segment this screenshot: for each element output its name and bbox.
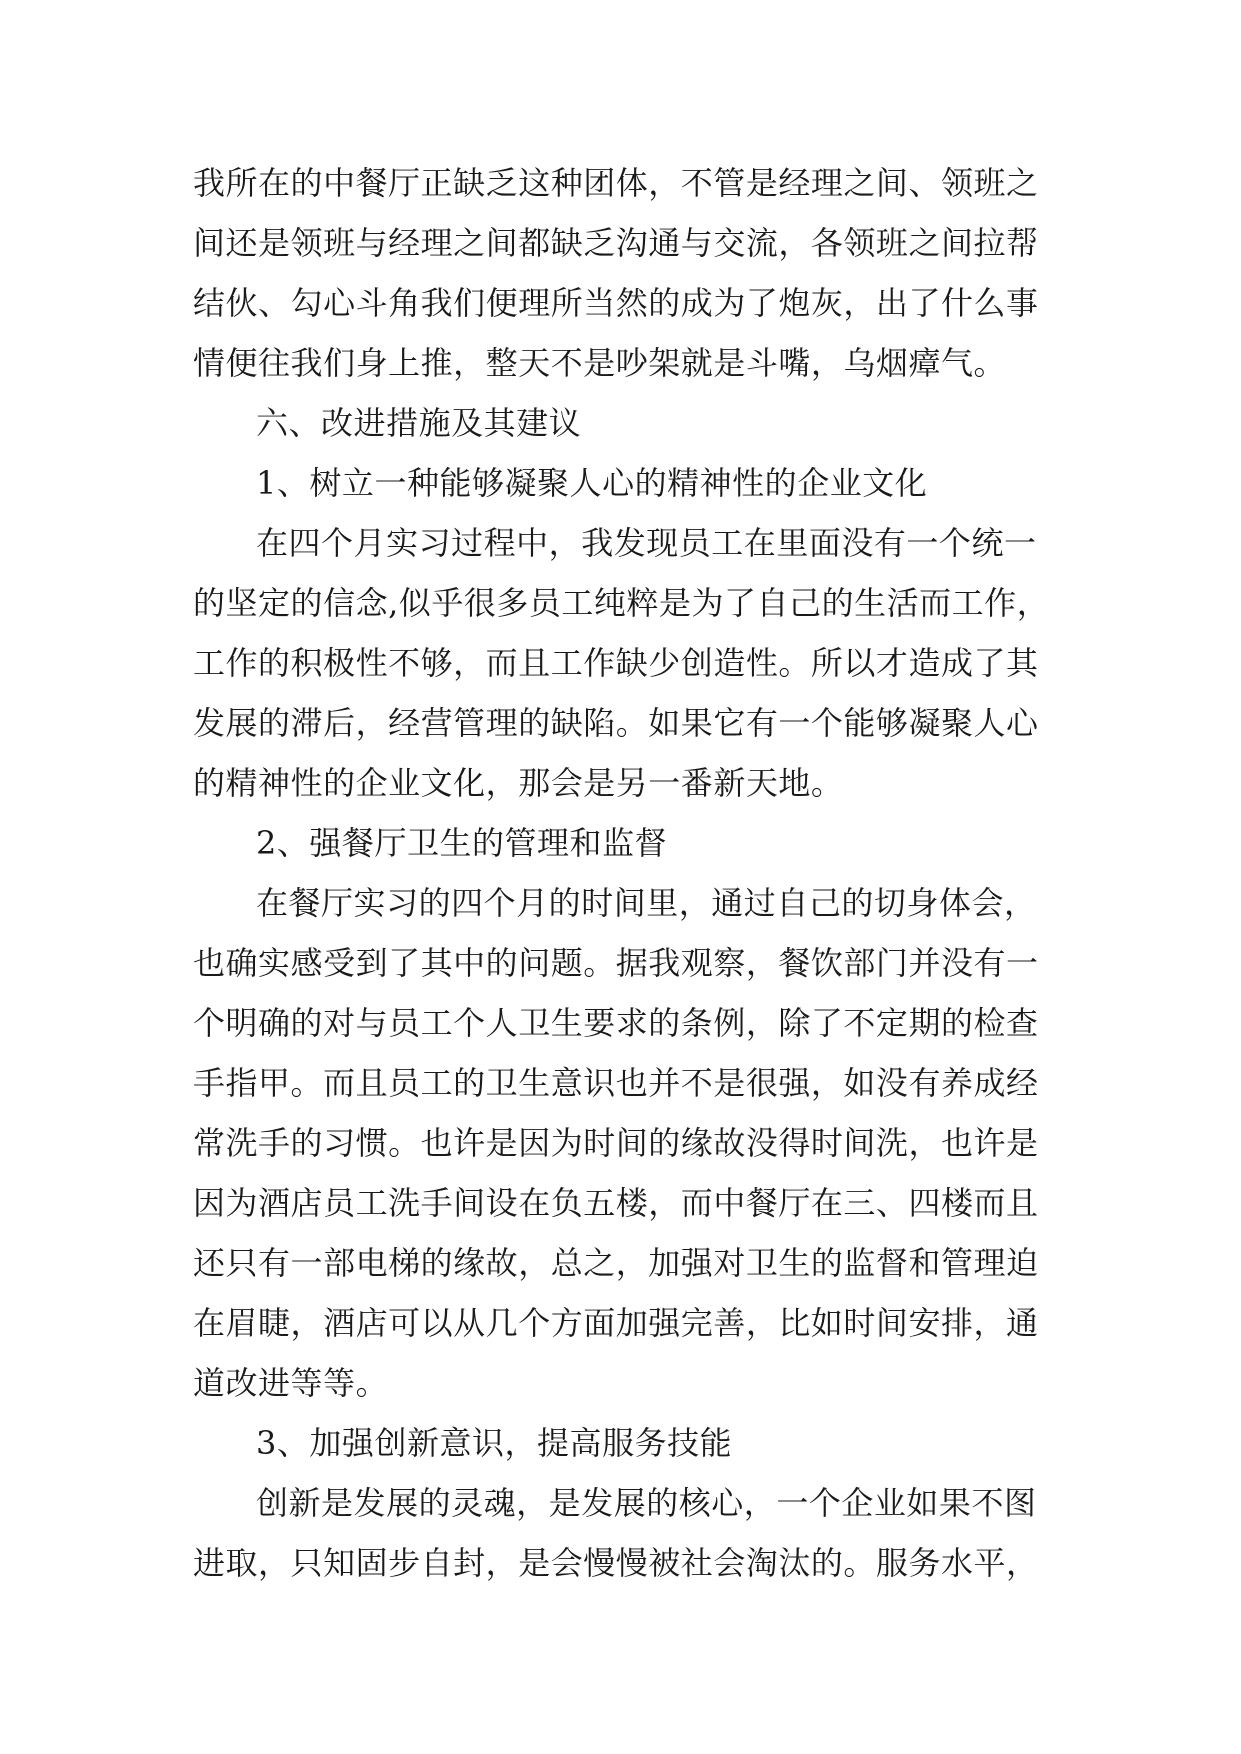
paragraph-line: 在眉睫，酒店可以从几个方面加强完善，比如时间安排，通: [193, 1304, 1039, 1342]
paragraph-line: 常洗手的习惯。也许是因为时间的缘故没得时间洗，也许是: [193, 1124, 1039, 1162]
paragraph-line: 也确实感受到了其中的问题。据我观察，餐饮部门并没有一: [193, 944, 1039, 982]
paragraph-line: 手指甲。而且员工的卫生意识也并不是很强，如没有养成经: [193, 1064, 1039, 1102]
paragraph-line: 发展的滞后，经营管理的缺陷。如果它有一个能够凝聚人心: [193, 704, 1039, 742]
paragraph-line: 间还是领班与经理之间都缺乏沟通与交流，各领班之间拉帮: [193, 224, 1039, 262]
paragraph-line: 工作的积极性不够，而且工作缺少创造性。所以才造成了其: [193, 644, 1039, 682]
subsection-heading: 1、树立一种能够凝聚人心的精神性的企业文化: [256, 464, 928, 502]
paragraph-line: 还只有一部电梯的缘故，总之，加强对卫生的监督和管理迫: [193, 1244, 1039, 1282]
paragraph-line: 情便往我们身上推，整天不是吵架就是斗嘴，乌烟瘴气。: [193, 344, 1007, 382]
paragraph-line: 在四个月实习过程中，我发现员工在里面没有一个统一: [256, 524, 1037, 562]
paragraph-line: 我所在的中餐厅正缺乏这种团体，不管是经理之间、领班之: [193, 164, 1039, 202]
paragraph-line: 在餐厅实习的四个月的时间里，通过自己的切身体会，: [256, 884, 1037, 922]
paragraph-line: 因为酒店员工洗手间设在负五楼，而中餐厅在三、四楼而且: [193, 1184, 1039, 1222]
subsection-heading: 3、加强创新意识，提高服务技能: [256, 1424, 733, 1462]
section-heading: 六、改进措施及其建议: [256, 404, 582, 442]
subsection-heading: 2、强餐厅卫生的管理和监督: [256, 824, 668, 862]
paragraph-line: 的精神性的企业文化，那会是另一番新天地。: [193, 764, 844, 802]
paragraph-line: 道改进等等。: [193, 1364, 389, 1402]
paragraph-line: 进取，只知固步自封，是会慢慢被社会淘汰的。服务水平，: [193, 1544, 1039, 1582]
paragraph-line: 的坚定的信念,似乎很多员工纯粹是为了自己的生活而工作，: [193, 584, 1050, 622]
paragraph-line: 结伙、勾心斗角我们便理所当然的成为了炮灰，出了什么事: [193, 284, 1039, 322]
paragraph-line: 创新是发展的灵魂，是发展的核心，一个企业如果不图: [256, 1484, 1037, 1522]
paragraph-line: 个明确的对与员工个人卫生要求的条例，除了不定期的检查: [193, 1004, 1039, 1042]
